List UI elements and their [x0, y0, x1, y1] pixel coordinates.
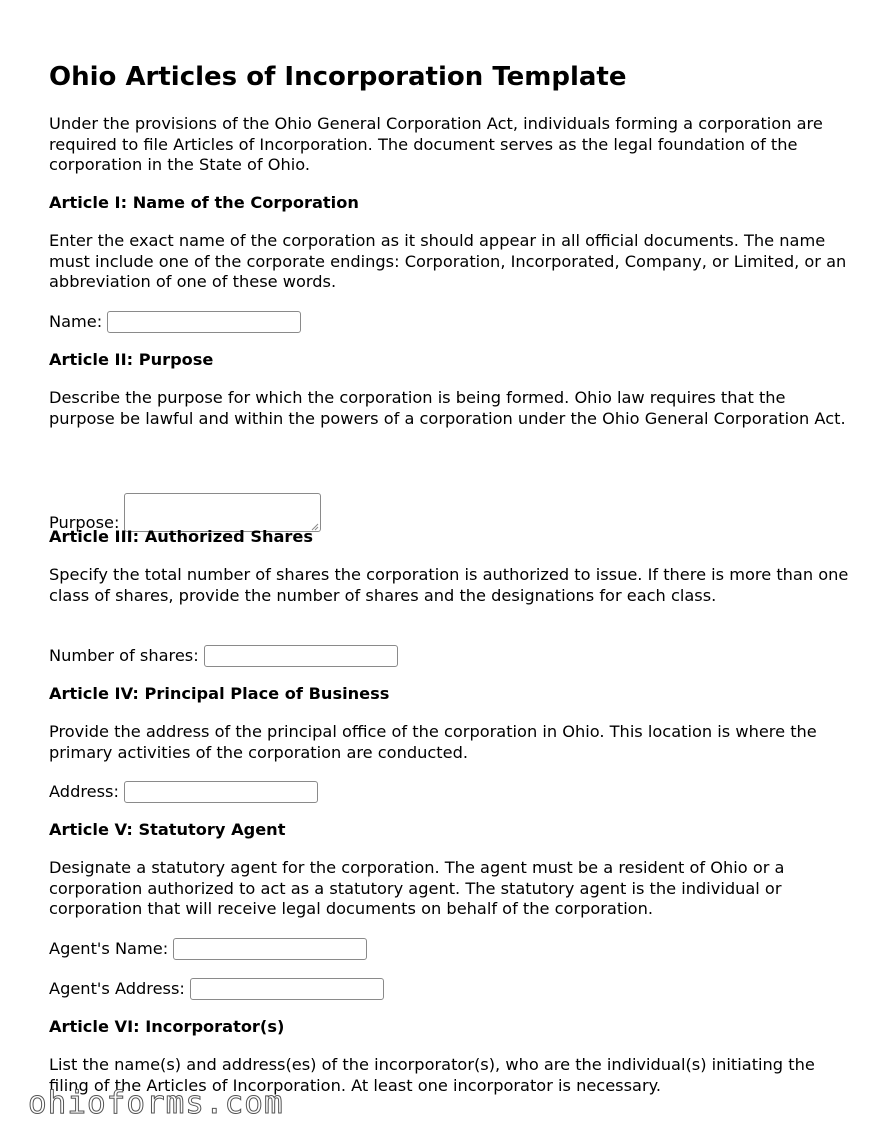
article-2-heading: Article II: Purpose	[49, 350, 214, 369]
article-3-heading: Article III: Authorized Shares	[49, 527, 314, 546]
agent-address-label: Agent's Address:	[49, 979, 185, 998]
name-label: Name:	[49, 312, 103, 331]
article-5-heading: Article V: Statutory Agent	[49, 820, 286, 839]
name-field-row	[49, 310, 849, 332]
agent-name-input[interactable]	[173, 938, 367, 960]
article-1-text: Enter the exact name of the corporation as it should appear in all official documents. The name must include one of the corporate endings: Corporation, Incorporated, Company, or Limited, or an abbreviation of one of these words.	[49, 231, 847, 291]
address-input[interactable]	[124, 781, 318, 803]
address-label: Address:	[49, 782, 119, 801]
intro-paragraph: Under the provisions of the Ohio General Corporation Act, individuals forming a corporation are required to file Articles of Incorporation. The document serves as the legal foundation of the corporation in the State of Ohio.	[49, 114, 823, 174]
shares-label: Number of shares:	[49, 646, 199, 665]
agent-name-label: Agent's Name:	[49, 939, 169, 958]
article-4-heading: Article IV: Principal Place of Business	[49, 684, 390, 703]
article-2-text: Describe the purpose for which the corporation is being formed. Ohio law requires that the purpose be lawful and within the powers of a corporation under the Ohio General Corporation Act.	[49, 388, 846, 428]
address-field-row	[49, 780, 849, 802]
shares-field-row	[49, 644, 849, 666]
article-6-heading: Article VI: Incorporator(s)	[49, 1017, 285, 1036]
agent-address-field-row	[49, 977, 849, 999]
page-title: Ohio Articles of Incorporation Template	[49, 62, 627, 92]
article-6-text: List the name(s) and address(es) of the incorporator(s), who are the individual(s) initiating the filing of the Articles of Incorporation. At least one incorporator is necessary.	[49, 1055, 815, 1095]
article-5-text: Designate a statutory agent for the corporation. The agent must be a resident of Ohio or a corporation authorized to act as a statutory agent. The statutory agent is the individual or corporation that will receive legal documents on behalf of the corporation.	[49, 858, 785, 918]
article-4-text: Provide the address of the principal office of the corporation in Ohio. This location is where the primary activities of the corporation are conducted.	[49, 722, 817, 762]
article-1-heading: Article I: Name of the Corporation	[49, 193, 359, 212]
number-of-shares-input[interactable]	[204, 645, 398, 667]
article-3-text: Specify the total number of shares the corporation is authorized to issue. If there is more than one class of shares, provide the number of shares and the designations for each class.	[49, 565, 849, 605]
corporation-name-input[interactable]	[107, 311, 301, 333]
purpose-label: Purpose:	[49, 513, 120, 532]
agent-address-input[interactable]	[190, 978, 384, 1000]
watermark: ohioforms.com	[28, 1085, 284, 1121]
agent-name-field-row	[49, 937, 849, 959]
